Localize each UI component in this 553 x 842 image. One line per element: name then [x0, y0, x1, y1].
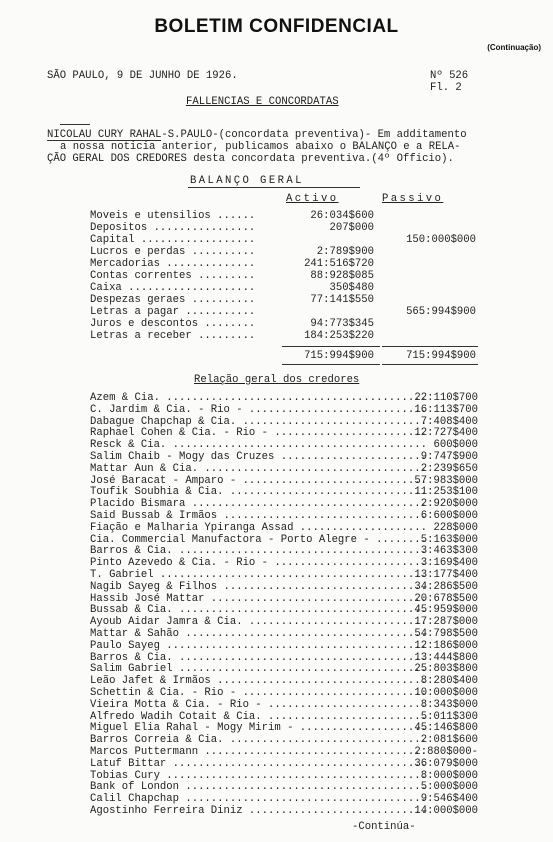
passivo-double-rule [382, 364, 478, 365]
section-heading: FALLENCIAS E CONCORDATAS [186, 96, 339, 108]
creditor-name: Nagib Sayeg & Filhos ................................ [90, 580, 427, 593]
creditor-name: T. Gabriel .......................................... [90, 569, 427, 581]
activo-double-rule [282, 364, 380, 365]
margin-mark [60, 124, 90, 125]
creditor-name: Barros Correia & Cia. ............................... [90, 734, 427, 747]
creditor-amount: 8:343$000 [420, 698, 478, 711]
continues-label: -Continúa- [352, 821, 416, 833]
creditor-name: Barros & Cia. ....................................... [90, 545, 427, 558]
creditor-amount: 17:287$000 [414, 616, 478, 629]
creditor-name: Cia. Commercial Manufactora - Porto Alegre - ........ [90, 533, 427, 546]
creditor-amount: 36:079$000 [414, 757, 478, 770]
activo-total: 715:994$900 [304, 350, 374, 362]
creditor-name: Leão Jafet & Irmãos ................................. [90, 675, 427, 688]
creditor-amount: 7:408$400 [420, 415, 478, 428]
activo-header: Activo [286, 193, 339, 205]
creditor-name: Azem & Cia. ......................................... [90, 392, 427, 404]
passivo-header: Passivo [382, 193, 444, 205]
balance-row-label: Capital .................. [90, 234, 256, 246]
creditor-amount: 5:163$000 [420, 533, 478, 546]
balance-row-passivo: 150:000$000 [406, 234, 476, 246]
bulletin-title: BOLETIM CONFIDENCIAL [154, 16, 399, 37]
creditor-name: Fiação e Malharia Ypiranga Assad .................... [90, 521, 427, 534]
creditor-name: Schettin & Cia. - Rio - ............................. [90, 687, 427, 699]
creditor-amount: 57:983$000 [414, 474, 478, 487]
balance-row-activo: 241:516$720 [304, 258, 374, 270]
balance-row-label: Moveis e utensilios ...... [90, 210, 256, 222]
creditor-name: Barros & Cia. ....................................... [90, 651, 427, 664]
creditor-amount: 600$000 [433, 439, 478, 452]
balance-row-activo: 207$000 [329, 222, 374, 234]
creditor-amount: 13:444$800 [414, 651, 478, 664]
balance-row-activo: 26:034$600 [310, 210, 374, 222]
creditor-name: Vieira Motta & Cia. - Rio - ......................... [90, 698, 427, 711]
creditor-name: Bussab & Cia. ....................................... [90, 604, 427, 617]
creditor-amount: 2:880$000- [414, 746, 478, 758]
creditor-amount: 8:000$000 [420, 769, 478, 782]
creditor-amount: 10:000$000 [414, 687, 478, 699]
creditor-amount: 45:959$000 [414, 604, 478, 617]
intro-line-2: a nossa noticia anterior, publicamos abaixo o BALANÇO e a RELA- [60, 141, 461, 153]
creditor-name: Mattar & Sahão ...................................... [90, 628, 427, 640]
creditor-amount: 12:186$000 [414, 639, 478, 652]
balance-row-label: Mercadorias .............. [90, 258, 256, 270]
balance-row-label: Lucros e perdas .......... [90, 246, 256, 258]
creditor-amount: 45:146$800 [414, 722, 478, 735]
balance-row-label: Contas correntes ......... [90, 270, 256, 282]
creditor-name: Latuf Bittar ........................................ [90, 757, 427, 770]
balance-row-label: Letras a pagar ........... [90, 306, 256, 318]
balance-row-passivo: 565:994$900 [406, 306, 476, 318]
creditor-amount: 25:803$800 [414, 663, 478, 676]
creditor-name: Salim Chaib - Mogy das Cruzes ....................... [90, 451, 427, 463]
activo-total-rule [282, 346, 380, 347]
creditor-name: Raphael Cohen & Cia. - Rio - ........................ [90, 427, 427, 440]
creditor-name: Resck & Cia. ........................................ [90, 439, 427, 452]
passivo-total-rule [382, 346, 478, 347]
creditor-amount: 22:110$700 [414, 392, 478, 404]
creditor-name: Marcos Puttermann ................................... [90, 746, 427, 758]
bulletin-number: Nº 526 [430, 70, 469, 82]
creditor-name: Mattar Aun & Cia. ................................... [90, 462, 427, 475]
creditor-name: C. Jardim & Cia. - Rio - ............................ [90, 403, 427, 416]
creditor-amount: 54:798$500 [414, 628, 478, 640]
creditor-name: Said Bussab & Irmãos ................................ [90, 510, 427, 522]
creditor-amount: 14:000$000 [414, 805, 478, 817]
creditor-amount: 9:747$900 [420, 451, 478, 463]
creditor-name: Hassib José Mattar .................................. [90, 592, 427, 605]
balance-title-underline [188, 187, 360, 188]
creditor-name: Agostinho Ferreira Diniz ............................ [90, 805, 427, 817]
creditor-amount: 16:113$700 [414, 403, 478, 416]
balance-row-activo: 94:773$345 [310, 318, 374, 330]
creditor-name: Tobias Cury ......................................... [90, 769, 427, 782]
creditor-name: Calil Chapchap ...................................... [90, 793, 427, 806]
creditor-amount: 34:286$500 [414, 580, 478, 593]
creditor-name: Placido Bismara ..................................... [90, 498, 427, 511]
creditor-amount: 3:169$400 [420, 557, 478, 570]
intro-line-1: NICOLAU CURY RAHAL-S.PAULO-(concordata preventiva)- Em additamento [47, 129, 467, 141]
creditor-amount: 5:000$000 [420, 781, 478, 794]
balance-title: BALANÇO GERAL [190, 175, 304, 187]
creditor-amount: 6:600$000 [420, 510, 478, 522]
balance-row-activo: 350$480 [329, 282, 374, 294]
passivo-total: 715:994$900 [406, 350, 476, 362]
balance-row-label: Caixa .................... [90, 282, 256, 294]
creditor-amount: 20:678$500 [414, 592, 478, 605]
creditor-name: Pinto Azevedo & Cia. - Rio - ........................ [90, 557, 427, 570]
balance-row-activo: 77:141$550 [310, 294, 374, 306]
intro-line-3: ÇÃO GERAL DOS CREDORES desta concordata preventiva.(4º Officio). [47, 153, 454, 165]
sheet-number: Fl. 2 [430, 82, 462, 94]
creditor-name: Miguel Elia Rahal - Mogy Mirim - .................... [90, 722, 427, 735]
creditor-amount: 9:546$400 [420, 793, 478, 806]
balance-row-label: Depositos ................ [90, 222, 256, 234]
creditor-amount: 11:253$100 [414, 486, 478, 499]
creditor-name: Salim Gabriel ....................................... [90, 663, 427, 676]
creditor-name: Bank of London ...................................... [90, 781, 427, 794]
creditor-amount: 3:463$300 [420, 545, 478, 558]
balance-row-label: Despezas geraes .......... [90, 294, 256, 306]
creditors-title: Relação geral dos credores [194, 374, 360, 386]
balance-row-activo: 2:789$900 [316, 246, 374, 258]
place-date: SÃO PAULO, 9 DE JUNHO DE 1926. [47, 70, 238, 82]
creditor-amount: 2:081$600 [420, 734, 478, 747]
creditor-name: Ayoub Aidar Jamra & Cia. ............................ [90, 616, 427, 629]
creditor-name: Dabague Chapchap & Cia. ............................. [90, 415, 427, 428]
creditor-amount: 5:011$300 [420, 710, 478, 723]
creditor-name: Paulo Sayeg ......................................... [90, 639, 427, 652]
balance-row-activo: 88:928$085 [310, 270, 374, 282]
balance-row-label: Letras a receber ......... [90, 330, 256, 342]
creditor-amount: 2:239$650 [420, 462, 478, 475]
creditor-amount: 8:280$400 [420, 675, 478, 688]
creditor-amount: 13:177$400 [414, 569, 478, 581]
balance-row-label: Juros e descontos ........ [90, 318, 256, 330]
creditor-name: Toufik Soubhia & Cia. ............................... [90, 486, 427, 499]
creditor-amount: 2:920$000 [420, 498, 478, 511]
continuation-label: (Continuação) [487, 43, 541, 52]
creditor-name: Alfredo Wadih Cotait & Cia. ......................... [90, 710, 427, 723]
creditor-amount: 228$000 [433, 521, 478, 534]
creditor-name: José Baracat - Amparo - ............................. [90, 474, 427, 487]
balance-row-activo: 184:253$220 [304, 330, 374, 342]
creditor-amount: 12:727$400 [414, 427, 478, 440]
